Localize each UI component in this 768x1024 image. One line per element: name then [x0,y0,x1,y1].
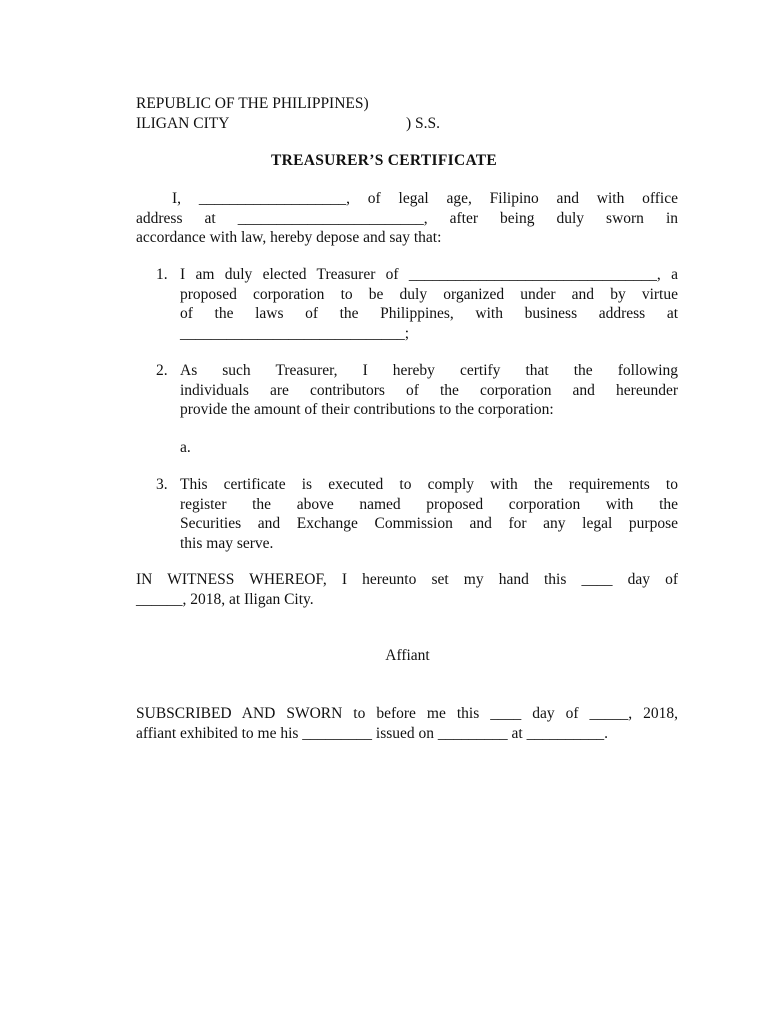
venue-ss: ) S.S. [406,115,441,132]
item-3-line: This certificate is executed to comply with the requirements to [180,476,678,493]
item-3-line: Securities and Exchange Commission and for any legal purpose [180,515,678,532]
subscribed-paragraph [136,704,678,743]
item-2-line: individuals are contributors of the corporation and hereunder [180,381,678,399]
document-title: TREASURER’S CERTIFICATE [270,152,498,169]
witness-paragraph [136,570,678,609]
venue-line-2 [136,114,678,134]
item-1-line: _____________________________; [180,324,410,342]
witness-line-1: IN WITNESS WHEREOF, I hereunto set my hand this ____ day of [136,571,678,588]
item-3-line: register the above named proposed corporation with the [180,495,678,513]
intro-line-3: accordance with law, hereby depose and say that: [136,229,442,246]
item-1-body [180,265,678,343]
subscribed-line-1: SUBSCRIBED AND SWORN to before me this ____ day of _____, 2018, [136,705,678,722]
item-1-line: I am duly elected Treasurer of ________________________________, a [180,266,678,283]
venue-city: ILIGAN CITY [136,115,230,132]
item-2-body [180,361,678,420]
item-1-line: of the laws of the Philippines, with business address at [180,305,678,322]
venue-line-1: REPUBLIC OF THE PHILIPPINES) [136,95,369,112]
intro-paragraph [136,189,678,248]
intro-line-1: I, ___________________, of legal age, Filipino and with office [172,190,678,207]
item-2-sub-a: a. [180,439,191,456]
item-3-number: 3. [156,476,168,493]
item-2-line: provide the amount of their contributions to the corporation: [180,401,554,418]
item-1-number: 1. [156,266,168,283]
item-2-line: As such Treasurer, I hereby certify that the following [180,362,678,379]
witness-line-2: ______, 2018, at Iligan City. [136,590,314,608]
item-3-body [180,475,678,553]
item-2-number: 2. [156,362,168,379]
subscribed-line-2: affiant exhibited to me his _________ issued on _________ at __________. [136,724,608,742]
affiant-label: Affiant [385,647,430,664]
intro-line-2: address at ________________________, after being duly sworn in [136,209,678,227]
item-1-line: proposed corporation to be duly organized under and by virtue [180,285,678,303]
item-3-line: this may serve. [180,534,274,552]
